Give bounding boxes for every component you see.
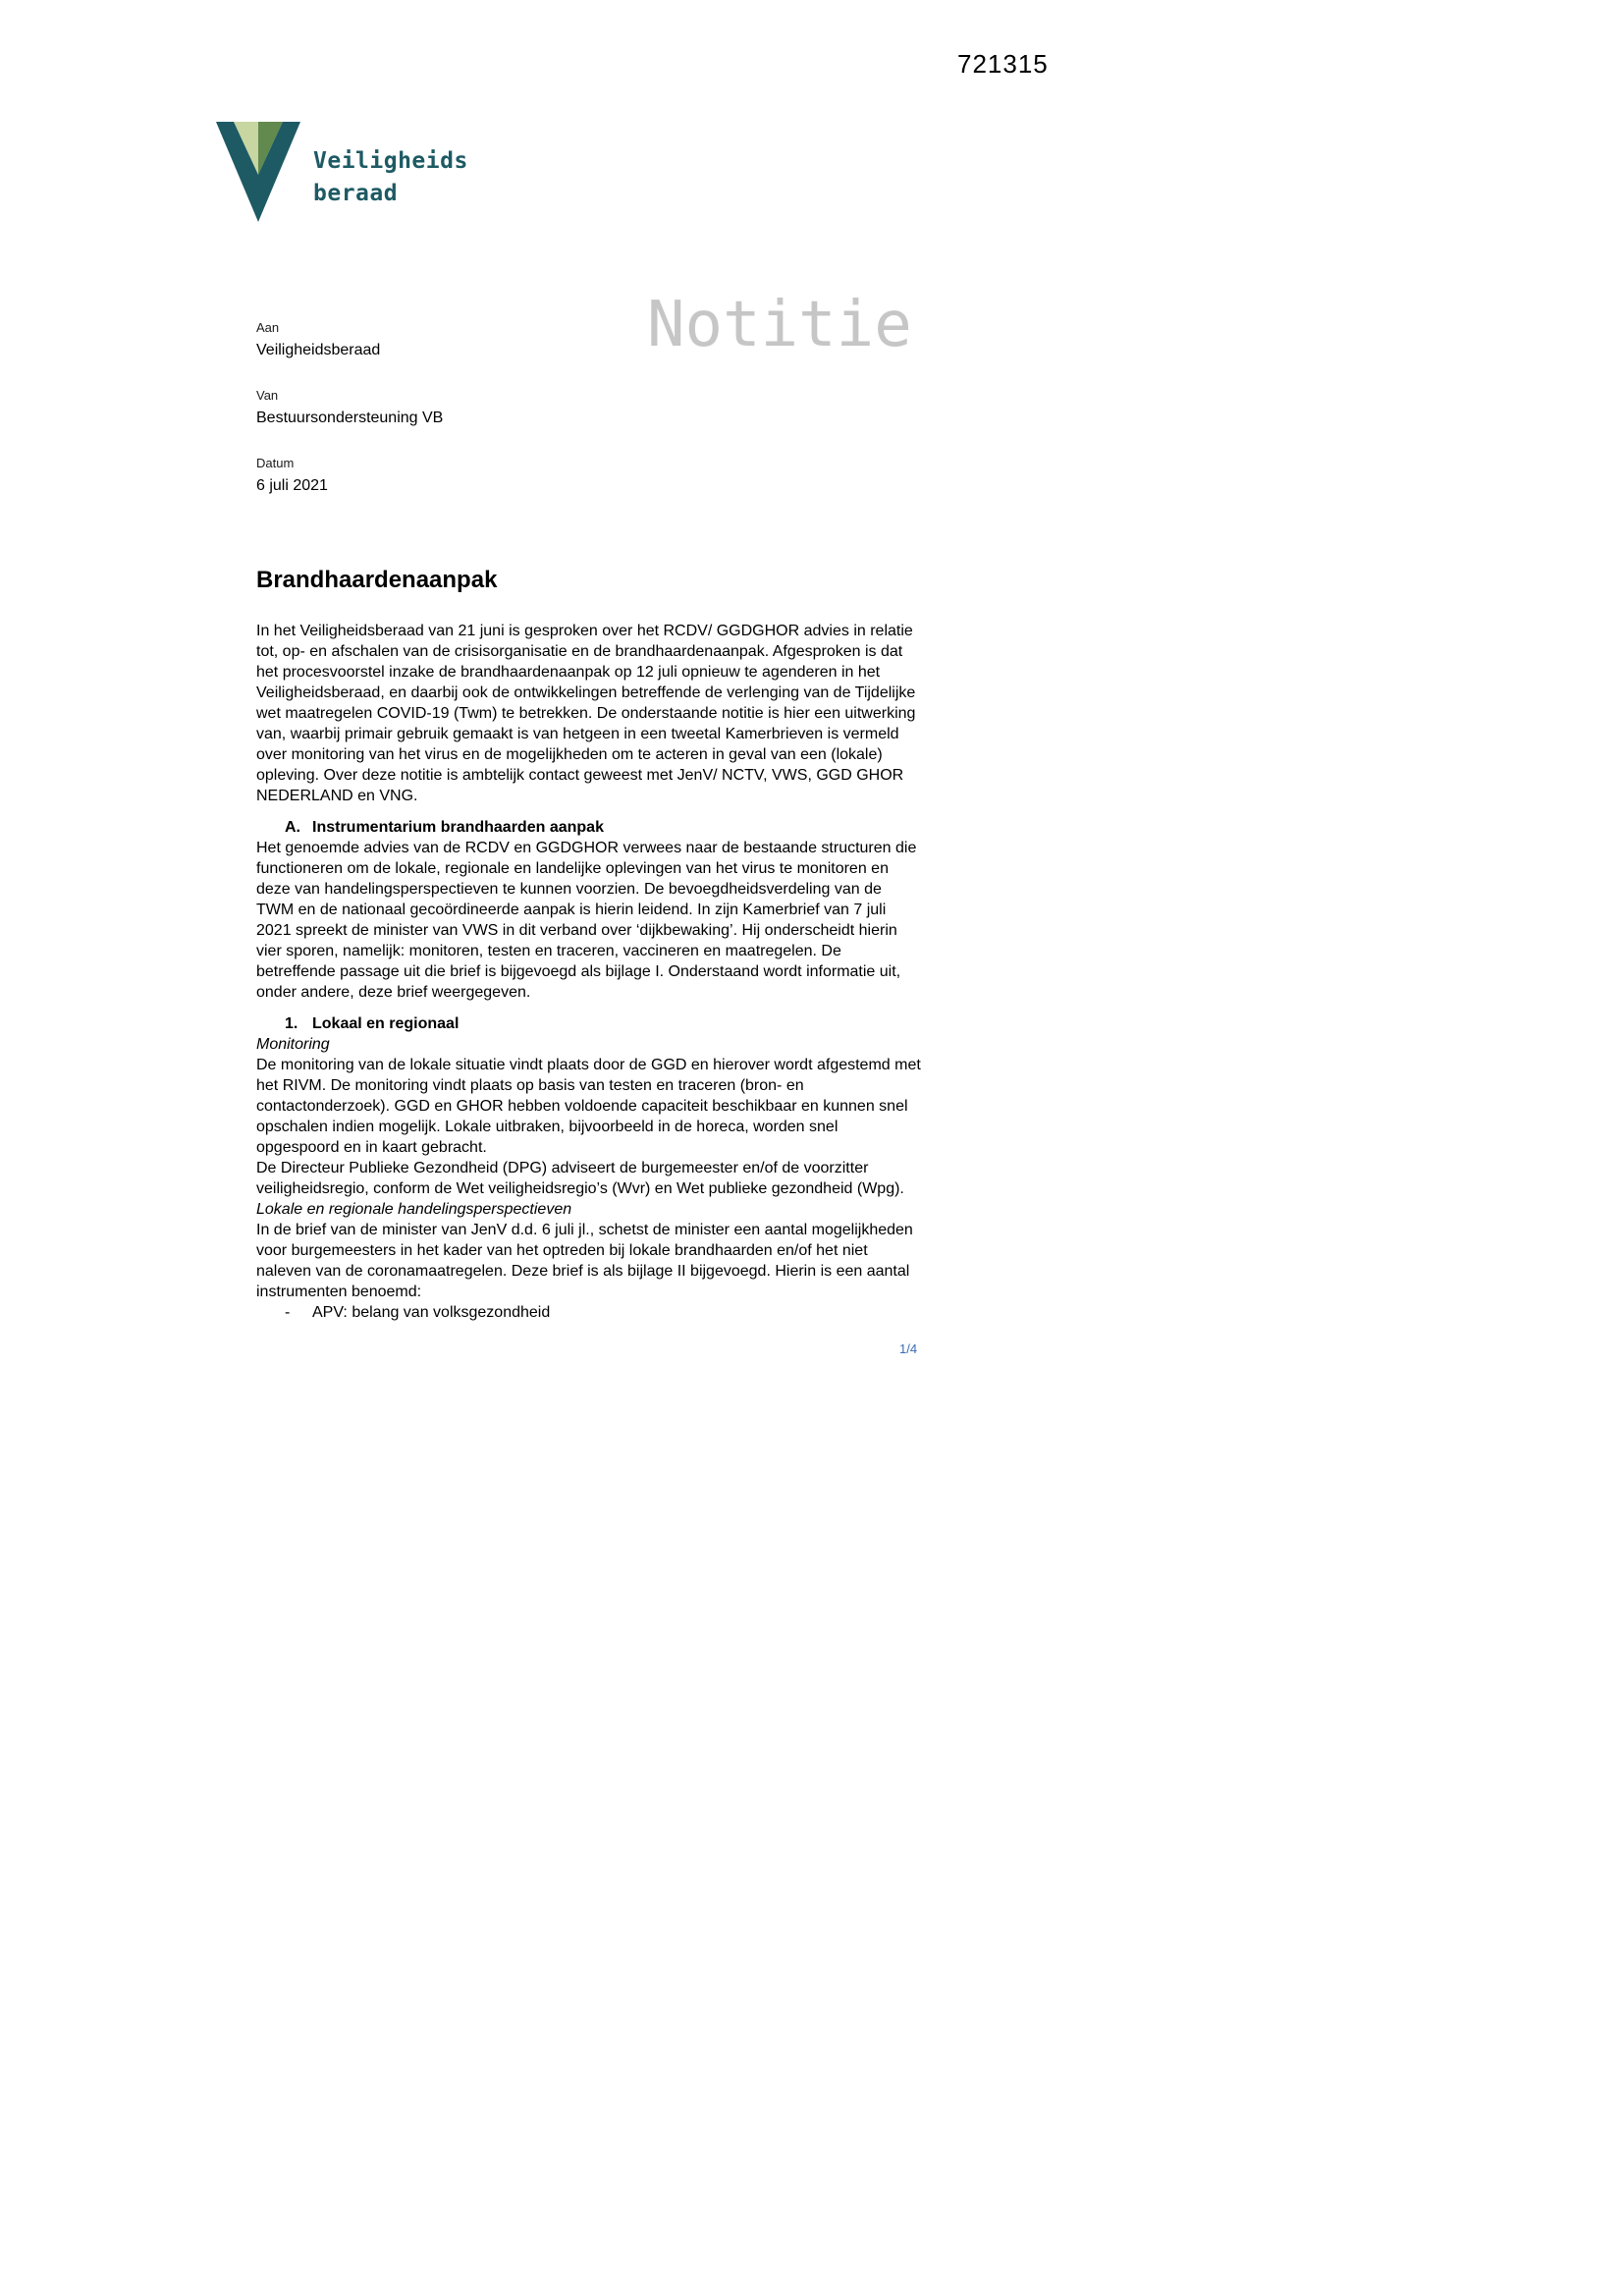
- paragraph-perspectieven: In de brief van de minister van JenV d.d. 6 juli jl., schetst de minister een aantal mogelijkheden voor burgemeesters in het kader van het optreden bij lokale brandhaarden en/of het niet naleven van de coronamaatregelen. Deze brief is als bijlage II bijgevoegd. Hierin is een aantal instrumenten benoemd:: [256, 1222, 913, 1300]
- datum-label: Datum: [256, 456, 295, 470]
- aan-label: Aan: [256, 320, 280, 335]
- logo-wordmark: [313, 145, 468, 210]
- meta-datum: [256, 455, 443, 496]
- paragraph-monitoring-1: De monitoring van de lokale situatie vindt plaats door de GGD en hierover wordt afgestemd met het RIVM. De monitoring vindt plaats op basis van testen en traceren (bron- en contactonderzoek). GGD en GHOR hebben voldoende capaciteit beschikbaar en kunnen snel opschalen indien mogelijk. Lokale uitbraken, bijvoorbeeld in de horeca, worden snel opgespoord en in kaart gebracht.: [256, 1057, 921, 1156]
- veiligheidsberaad-logo: [215, 120, 468, 224]
- subheading-monitoring: Monitoring: [256, 1036, 330, 1053]
- section-1-number: 1.: [285, 1015, 298, 1032]
- section-a-number: A.: [285, 819, 300, 836]
- section-a-heading: [256, 817, 922, 838]
- section-1-heading: [256, 1013, 922, 1034]
- notitie-watermark: Notitie: [647, 289, 912, 361]
- section-a-title: Instrumentarium brandhaarden aanpak: [312, 819, 604, 836]
- paragraph-intro: In het Veiligheidsberaad van 21 juni is gesproken over het RCDV/ GGDGHOR advies in relatie tot, op- en afschalen van de crisisorganisatie en de brandhaardenaanpak. Afgesproken is dat het procesvoorstel inzake de brandhaardenaanpak op 12 juli opnieuw te agenderen in het Veiligheidsberaad, en daarbij ook de ontwikkelingen betreffende de verlenging van de Tijdelijke wet maatregelen COVID-19 (Twm) te betrekken. De onderstaande notitie is hier een uitwerking van, waarbij primair gebruik gemaakt is van hetgeen in een tweetal Kamerbrieven is vermeld over monitoring van het virus en de mogelijkheden om te acteren in geval van een (lokale) opleving. Over deze notitie is ambtelijk contact geweest met JenV/ NCTV, VWS, GGD GHOR NEDERLAND en VNG.: [256, 623, 916, 804]
- bullet-apv-text: APV: belang van volksgezondheid: [312, 1304, 551, 1321]
- datum-value: 6 juli 2021: [256, 477, 328, 494]
- logo-wordmark-line2: beraad: [313, 181, 399, 206]
- meta-block: [256, 319, 443, 496]
- bullet-apv-dash: -: [285, 1304, 291, 1321]
- document-number: 721315: [957, 49, 1049, 79]
- van-value: Bestuursondersteuning VB: [256, 410, 444, 426]
- section-1-title: Lokaal en regionaal: [312, 1015, 460, 1032]
- meta-aan: [256, 319, 443, 360]
- paragraph-monitoring-2: De Directeur Publieke Gezondheid (DPG) adviseert de burgemeester en/of de voorzitter veiligheidsregio, conform de Wet veiligheidsregio’s (Wvr) en Wet publieke gezondheid (Wpg).: [256, 1160, 904, 1197]
- subheading-perspectieven: Lokale en regionale handelingsperspectieven: [256, 1201, 572, 1218]
- paragraph-section-a: Het genoemde advies van de RCDV en GGDGHOR verwees naar de bestaande structuren die functioneren om de lokale, regionale en landelijke oplevingen van het virus te monitoren en deze van handelingsperspectieven te kunnen voorzien. De bevoegdheidsverdeling van de TWM en de nationaal gecoördineerde aanpak is hierin leidend. In zijn Kamerbrief van 7 juli 2021 spreekt de minister van VWS in dit verband over ‘dijkbewaking’. Hij onderscheidt hierin vier sporen, namelijk: monitoren, testen en traceren, vaccineren en maatregelen. De betreffende passage uit die brief is bijgevoegd als bijlage I. Onderstaand wordt informatie uit, onder andere, deze brief weergegeven.: [256, 840, 917, 1001]
- page-number: 1/4: [899, 1341, 918, 1356]
- document-body: [256, 566, 922, 1323]
- aan-value: Veiligheidsberaad: [256, 342, 381, 358]
- logo-wordmark-line1: Veiligheids: [313, 148, 468, 174]
- meta-van: [256, 387, 443, 428]
- van-label: Van: [256, 388, 279, 403]
- document-title: Brandhaardenaanpak: [256, 567, 498, 593]
- logo-triangle-icon: [215, 120, 301, 224]
- bullet-apv: [256, 1302, 922, 1323]
